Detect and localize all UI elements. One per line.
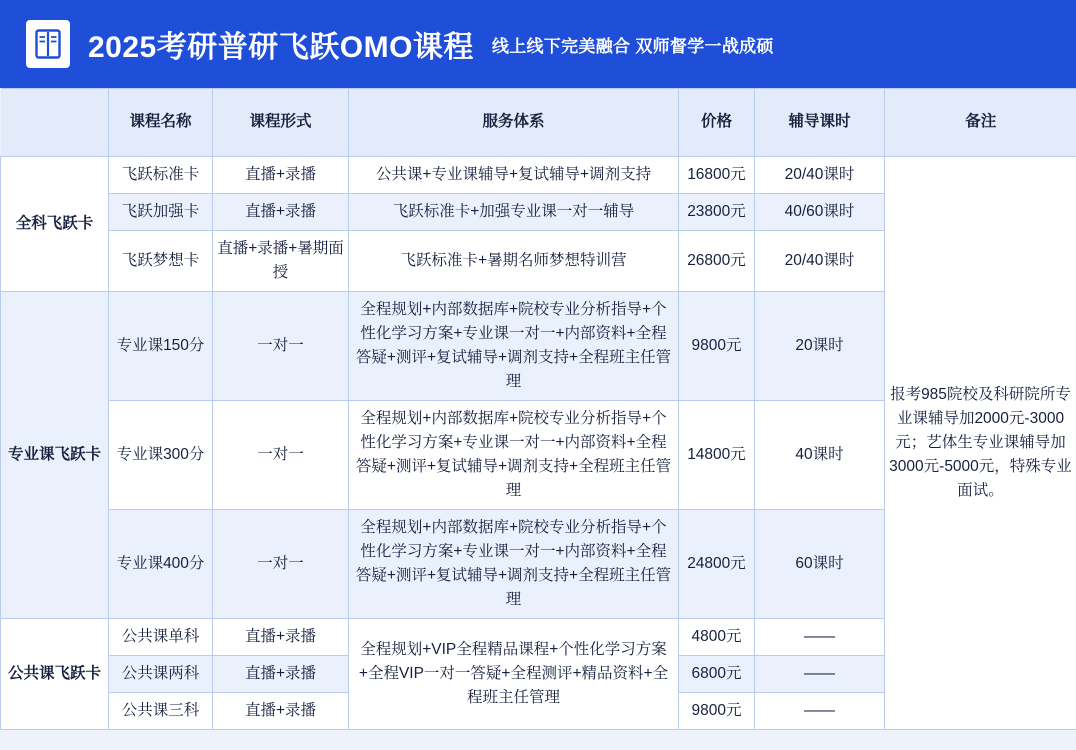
page-header bbox=[0, 0, 1076, 88]
table-row bbox=[1, 157, 1076, 194]
group-label-full-subject: 全科飞跃卡 bbox=[1, 157, 109, 292]
course-name: 飞跃标准卡 bbox=[109, 157, 213, 194]
column-header-service-system: 服务体系 bbox=[349, 89, 679, 157]
course-price: 14800元 bbox=[679, 401, 755, 510]
course-hours: 40课时 bbox=[755, 401, 885, 510]
course-name: 公共课三科 bbox=[109, 693, 213, 730]
course-format: 一对一 bbox=[213, 292, 349, 401]
course-name: 飞跃梦想卡 bbox=[109, 231, 213, 292]
group-label-major-course: 专业课飞跃卡 bbox=[1, 292, 109, 619]
course-price: 9800元 bbox=[679, 292, 755, 401]
table-body bbox=[1, 157, 1076, 730]
course-price: 6800元 bbox=[679, 656, 755, 693]
course-table bbox=[0, 88, 1076, 730]
page-title: 2025考研普研飞跃OMO课程 bbox=[88, 31, 474, 64]
column-header-course-name: 课程名称 bbox=[109, 89, 213, 157]
course-name: 飞跃加强卡 bbox=[109, 194, 213, 231]
remark-cell: 报考985院校及科研院所专业课辅导加2000元-3000元；艺体生专业课辅导加3000元-5000元，特殊专业面试。 bbox=[885, 157, 1076, 730]
course-hours: —— bbox=[755, 619, 885, 656]
course-price: 26800元 bbox=[679, 231, 755, 292]
book-icon bbox=[26, 20, 70, 68]
page-subtitle: 线上线下完美融合 双师督学一战成硕 bbox=[491, 36, 774, 56]
service-system: 全程规划+内部数据库+院校专业分析指导+个性化学习方案+专业课一对一+内部资料+全程答疑+测评+复试辅导+调剂支持+全程班主任管理 bbox=[349, 292, 679, 401]
service-system: 全程规划+内部数据库+院校专业分析指导+个性化学习方案+专业课一对一+内部资料+全程答疑+测评+复试辅导+调剂支持+全程班主任管理 bbox=[349, 510, 679, 619]
course-format: 直播+录播 bbox=[213, 157, 349, 194]
service-system: 全程规划+VIP全程精品课程+个性化学习方案+全程VIP一对一答疑+全程测评+精品资料+全程班主任管理 bbox=[349, 619, 679, 730]
column-header-price: 价格 bbox=[679, 89, 755, 157]
course-name: 公共课单科 bbox=[109, 619, 213, 656]
course-table-wrap bbox=[0, 88, 1076, 730]
course-hours: 40/60课时 bbox=[755, 194, 885, 231]
course-format: 直播+录播 bbox=[213, 619, 349, 656]
course-hours: 20/40课时 bbox=[755, 157, 885, 194]
column-header-course-format: 课程形式 bbox=[213, 89, 349, 157]
course-price: 24800元 bbox=[679, 510, 755, 619]
course-format: 直播+录播+暑期面授 bbox=[213, 231, 349, 292]
course-hours: 60课时 bbox=[755, 510, 885, 619]
course-format: 直播+录播 bbox=[213, 656, 349, 693]
course-price: 9800元 bbox=[679, 693, 755, 730]
course-format: 一对一 bbox=[213, 510, 349, 619]
course-hours: —— bbox=[755, 656, 885, 693]
service-system: 飞跃标准卡+加强专业课一对一辅导 bbox=[349, 194, 679, 231]
course-name: 公共课两科 bbox=[109, 656, 213, 693]
course-price: 16800元 bbox=[679, 157, 755, 194]
table-header-row bbox=[1, 89, 1076, 157]
column-header-hours: 辅导课时 bbox=[755, 89, 885, 157]
group-label-public-course: 公共课飞跃卡 bbox=[1, 619, 109, 730]
course-price: 4800元 bbox=[679, 619, 755, 656]
course-hours: —— bbox=[755, 693, 885, 730]
column-header-group bbox=[1, 89, 109, 157]
course-price: 23800元 bbox=[679, 194, 755, 231]
course-hours: 20课时 bbox=[755, 292, 885, 401]
course-format: 直播+录播 bbox=[213, 693, 349, 730]
course-format: 直播+录播 bbox=[213, 194, 349, 231]
course-name: 专业课300分 bbox=[109, 401, 213, 510]
course-hours: 20/40课时 bbox=[755, 231, 885, 292]
course-format: 一对一 bbox=[213, 401, 349, 510]
service-system: 飞跃标准卡+暑期名师梦想特训营 bbox=[349, 231, 679, 292]
course-name: 专业课400分 bbox=[109, 510, 213, 619]
column-header-remark: 备注 bbox=[885, 89, 1076, 157]
service-system: 全程规划+内部数据库+院校专业分析指导+个性化学习方案+专业课一对一+内部资料+全程答疑+测评+复试辅导+调剂支持+全程班主任管理 bbox=[349, 401, 679, 510]
service-system: 公共课+专业课辅导+复试辅导+调剂支持 bbox=[349, 157, 679, 194]
course-name: 专业课150分 bbox=[109, 292, 213, 401]
table-header bbox=[1, 89, 1076, 157]
